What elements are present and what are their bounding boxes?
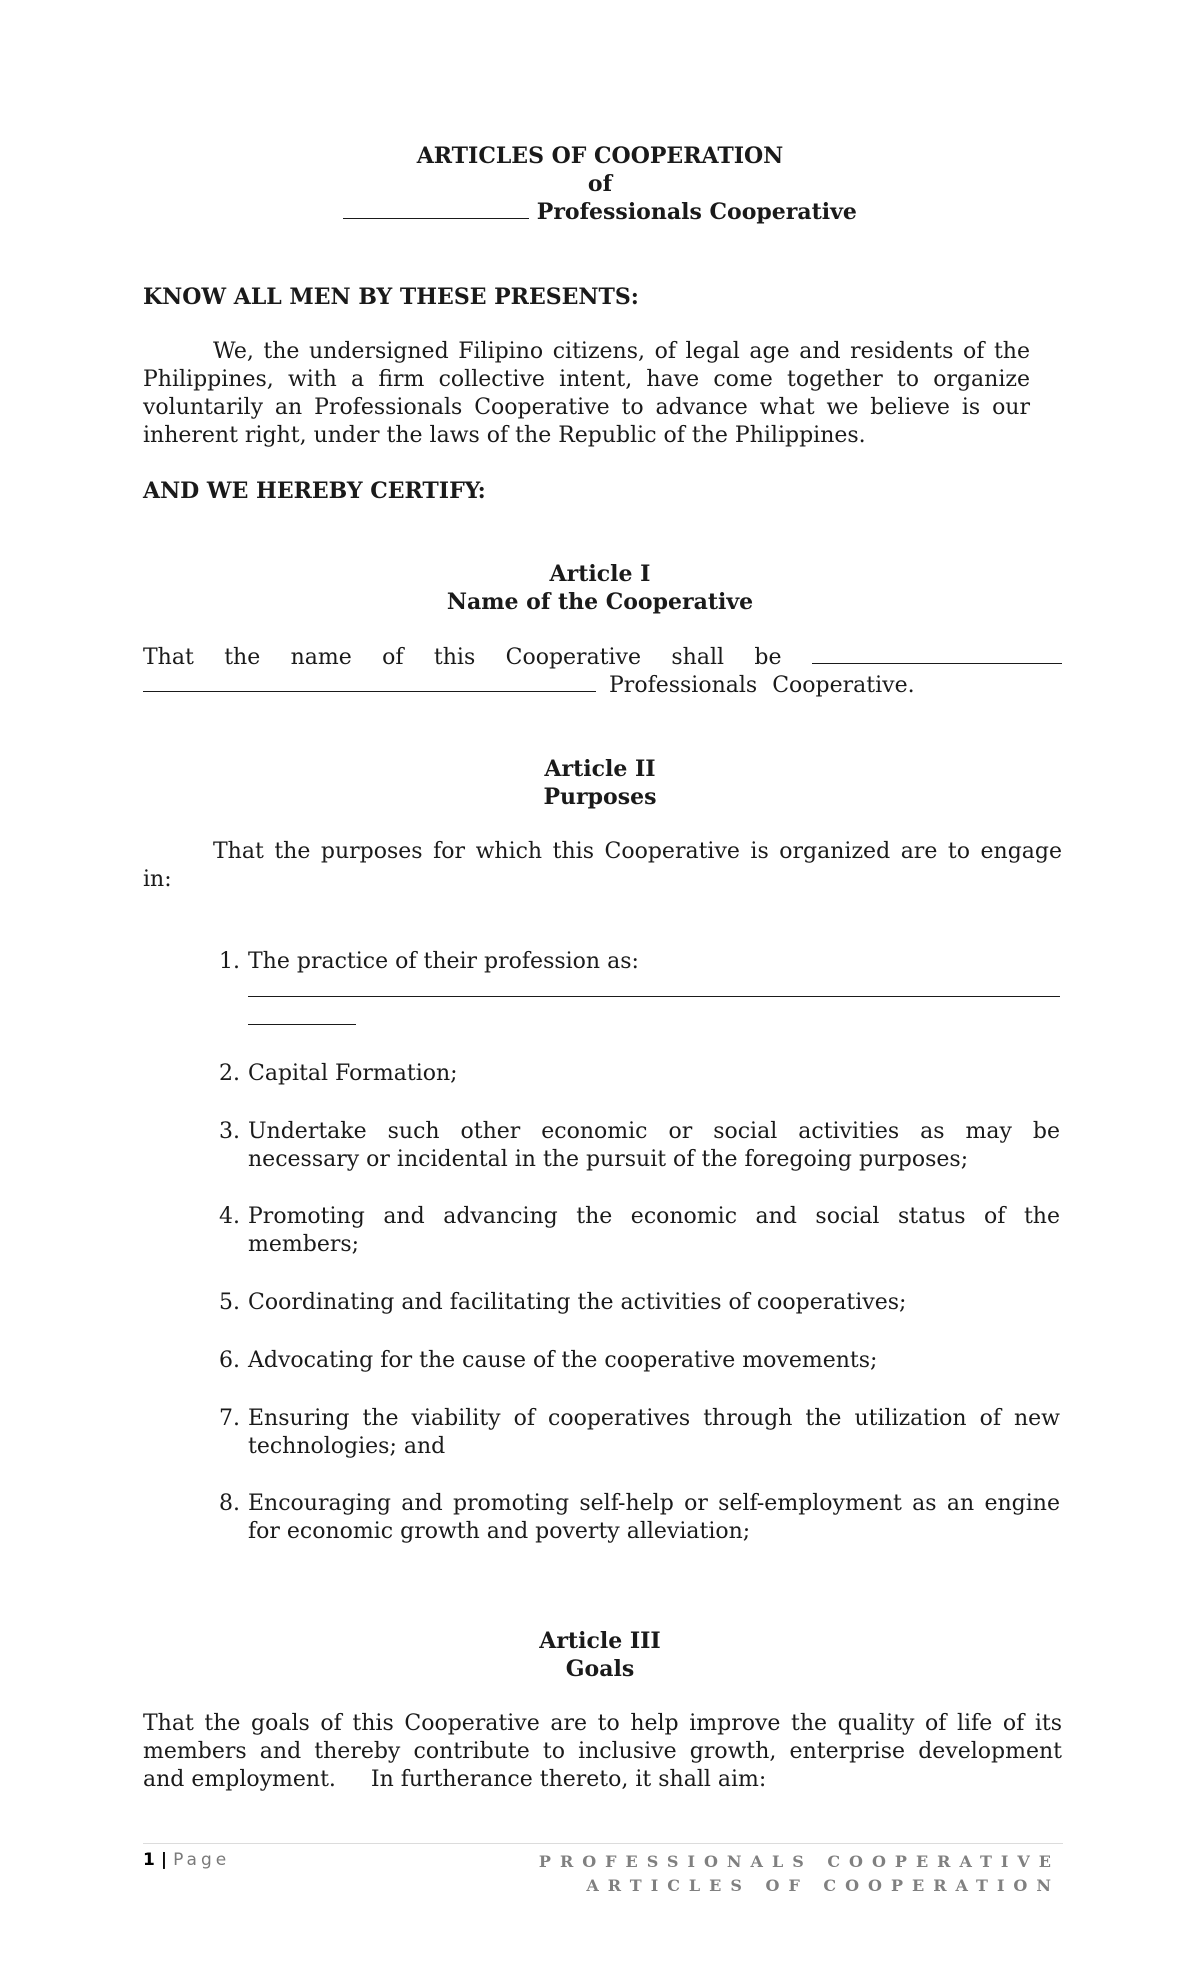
word: this bbox=[433, 645, 476, 670]
name-blank bbox=[812, 643, 1062, 664]
item-text-line-2: for economic growth and poverty alleviation; bbox=[248, 1519, 751, 1544]
footer-divider bbox=[143, 1843, 1063, 1844]
word: Cooperative bbox=[505, 645, 642, 670]
cooperative-name-line bbox=[0, 198, 1200, 226]
document-title-of: of bbox=[587, 171, 613, 197]
preamble-line-2: Philippines, with a firm collective intent, have come together to organize bbox=[143, 367, 1030, 392]
page-number: 1 bbox=[143, 1850, 157, 1870]
article-3-line-1: That the goals of this Cooperative are to help improve the quality of life of its bbox=[143, 1711, 1062, 1736]
item-number: 3. bbox=[219, 1119, 240, 1144]
page-footer-left bbox=[143, 1850, 230, 1870]
item-text-line-1: Encouraging and promoting self-help or self-employment as an engine bbox=[248, 1491, 1060, 1516]
item-number: 6. bbox=[219, 1348, 240, 1373]
item-text-line-1: Promoting and advancing the economic and social status of the bbox=[248, 1204, 1060, 1229]
item-text-line-2: necessary or incidental in the pursuit of the foregoing purposes; bbox=[248, 1147, 969, 1172]
article-1-line-1 bbox=[143, 643, 1062, 672]
know-all-heading: KNOW ALL MEN BY THESE PRESENTS: bbox=[143, 284, 639, 310]
article-2-intro-line-1: That the purposes for which this Cooperative is organized are to engage bbox=[213, 839, 1062, 864]
item-text: Advocating for the cause of the cooperative movements; bbox=[248, 1348, 878, 1373]
article-1-number: Article I bbox=[549, 561, 651, 587]
purpose-item-1 bbox=[210, 948, 1060, 1038]
item-number: 5. bbox=[219, 1290, 240, 1315]
preamble-line-4: inherent right, under the laws of the Republic of the Philippines. bbox=[143, 423, 866, 448]
page-separator: | bbox=[160, 1850, 170, 1870]
article-3-line-3: and employment. In furtherance thereto, it shall aim: bbox=[143, 1767, 767, 1792]
document-title: ARTICLES OF COOPERATION bbox=[416, 143, 784, 169]
word: Professionals bbox=[609, 673, 758, 698]
item-number: 8. bbox=[219, 1491, 240, 1516]
item-number: 7. bbox=[219, 1406, 240, 1431]
article-2-number: Article II bbox=[544, 756, 656, 782]
page-footer-right bbox=[539, 1850, 1060, 1898]
article-3-number: Article III bbox=[539, 1628, 661, 1654]
item-text-line-2: technologies; and bbox=[248, 1434, 446, 1459]
article-3-heading: Goals bbox=[565, 1656, 635, 1682]
word: shall bbox=[671, 645, 725, 670]
item-number: 2. bbox=[219, 1061, 240, 1086]
word: the bbox=[224, 645, 261, 670]
preamble-line-3: voluntarily an Professionals Cooperative to advance what we believe is our bbox=[143, 395, 1030, 420]
preamble-line-1: We, the undersigned Filipino citizens, of legal age and residents of the bbox=[213, 339, 1030, 364]
word: of bbox=[382, 645, 404, 670]
footer-title-line-1: PROFESSIONALS COOPERATIVE bbox=[538, 1852, 1060, 1871]
word: That bbox=[143, 645, 194, 670]
article-2-intro-line-2: in: bbox=[143, 867, 172, 892]
item-number: 4. bbox=[219, 1204, 240, 1229]
item-text: Capital Formation; bbox=[248, 1061, 458, 1086]
footer-title-line-2: ARTICLES OF COOPERATION bbox=[586, 1876, 1060, 1895]
article-2-heading: Purposes bbox=[543, 784, 657, 810]
item-text-line-1: Ensuring the viability of cooperatives through the utilization of new bbox=[248, 1406, 1060, 1431]
profession-blank-line-2 bbox=[248, 1024, 356, 1025]
item-text-line-1: Undertake such other economic or social activities as may be bbox=[248, 1119, 1060, 1144]
article-1-line-2 bbox=[143, 671, 915, 700]
word: Cooperative. bbox=[772, 673, 915, 698]
certify-heading: AND WE HEREBY CERTIFY: bbox=[143, 478, 486, 504]
article-1-heading: Name of the Cooperative bbox=[446, 589, 754, 615]
page-word: Page bbox=[173, 1850, 231, 1870]
item-text: Coordinating and facilitating the activities of cooperatives; bbox=[248, 1290, 907, 1315]
word: be bbox=[754, 645, 782, 670]
profession-blank-line-1 bbox=[248, 996, 1060, 997]
word: name bbox=[290, 645, 352, 670]
article-3-line-2: members and thereby contribute to inclusive growth, enterprise development bbox=[143, 1739, 1062, 1764]
name-blank bbox=[143, 671, 596, 692]
cooperative-name-suffix: Professionals Cooperative bbox=[536, 199, 857, 225]
name-blank bbox=[343, 198, 529, 219]
item-number: 1. bbox=[219, 949, 240, 974]
item-text: The practice of their profession as: bbox=[248, 949, 639, 974]
item-text-line-2: members; bbox=[248, 1232, 360, 1257]
